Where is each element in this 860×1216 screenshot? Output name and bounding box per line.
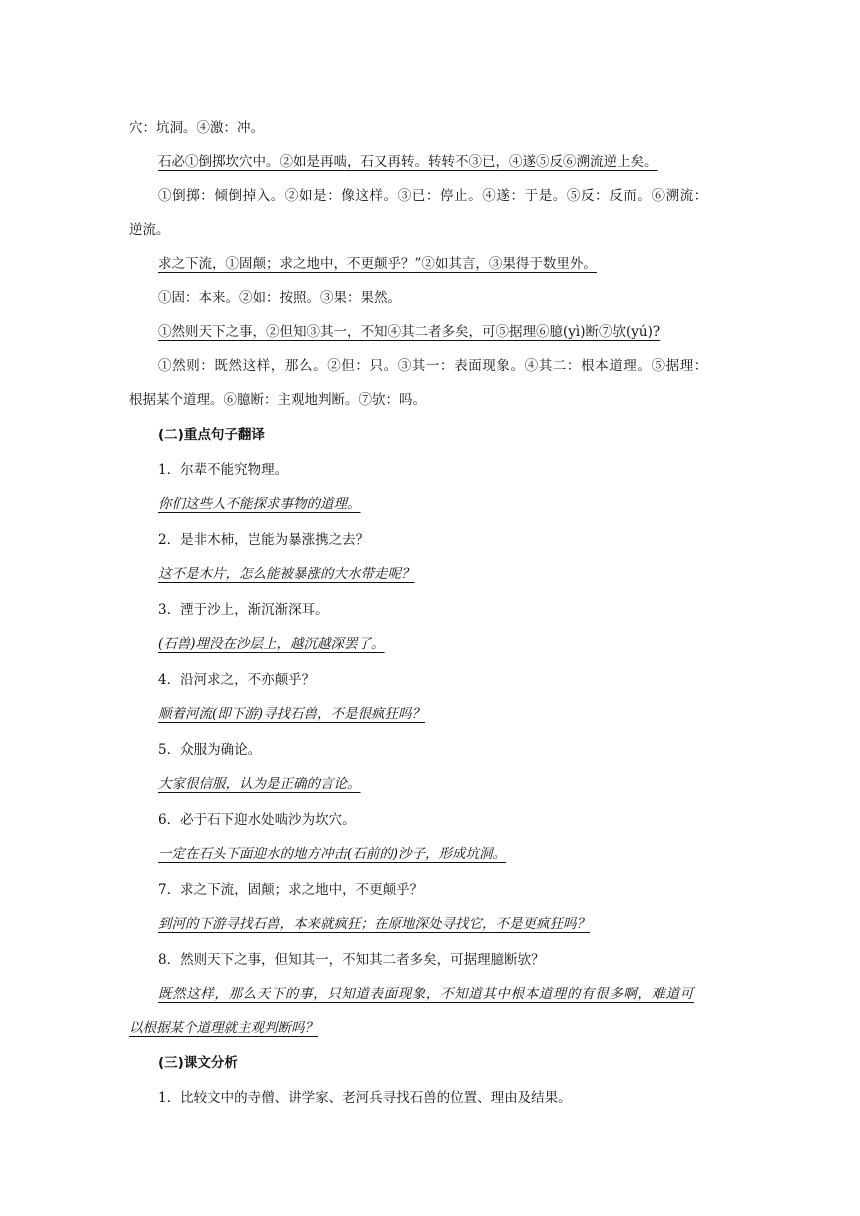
sentence-translation: 顺着河流(即下游)寻找石兽，不是很疯狂吗？ [158,706,426,722]
sentence-translation: 大家很信服，认为是正确的言论。 [158,776,361,792]
source-text-line: 石必①倒掷坎穴中。②如是再啮，石又再转。转转不③已，④遂⑤反⑥溯流逆上矣。 [158,154,658,170]
note-line: 逆流。 [129,222,170,238]
sentence-question: 1．尔辈不能究物理。 [158,462,289,478]
sentence-translation: 这不是木片，怎么能被暴涨的大水带走呢？ [158,566,415,582]
sentence-translation: (石兽)埋没在沙层上，越沉越深罢了。 [158,636,385,652]
sentence-translation: 既然这样，那么天下的事，只知道表面现象，不知道其中根本道理的有很多啊，难道可 [158,986,694,1002]
note-line: ①倒掷：倾倒掉入。②如是：像这样。③已：停止。④遂：于是。⑤反：反而。⑥溯流： [158,188,708,204]
sentence-question: 5．众服为确论。 [158,742,262,758]
sentence-translation: 你们这些人不能探求事物的道理。 [158,496,361,512]
sentence-question: 2．是非木柿，岂能为暴涨携之去？ [158,532,370,548]
sentence-question: 3．湮于沙上，渐沉渐深耳。 [158,602,329,618]
sentence-question: 4．沿河求之，不亦颠乎？ [158,672,316,688]
note-line: 穴：坑洞。④激：冲。 [129,120,264,136]
analysis-question: 1．比较文中的寺僧、讲学家、老河兵寻找石兽的位置、理由及结果。 [158,1090,572,1106]
sentence-translation: 到河的下游寻找石兽，本来就疯狂；在原地深处寻找它，不是更疯狂吗？ [158,916,590,932]
sentence-translation: 以根据某个道理就主观判断吗？ [129,1020,318,1036]
note-line: ①然则：既然这样，那么。②但：只。③其一：表面现象。④其二：根本道理。⑤据理： [158,358,708,374]
sentence-question: 8．然则天下之事，但知其一，不知其二者多矣，可据理臆断欤？ [158,952,545,968]
source-text-line: ①然则天下之事，②但知③其一，不知④其二者多矣，可⑤据理⑥臆(yì)断⑦欤(yú)? [158,324,661,340]
section-heading: (三)课文分析 [158,1055,238,1071]
note-line: 根据某个道理。⑥臆断：主观地判断。⑦欤：吗。 [129,392,426,408]
sentence-translation: 一定在石头下面迎水的地方冲击(石前的)沙子，形成坑洞。 [158,846,507,862]
source-text-line: 求之下流，①固颠；求之地中，不更颠乎？”②如其言，③果得于数里外。 [158,256,597,272]
sentence-question: 6．必于石下迎水处啮沙为坎穴。 [158,812,356,828]
sentence-question: 7．求之下流，固颠；求之地中，不更颠乎？ [158,882,424,898]
note-line: ①固：本来。②如：按照。③果：果然。 [158,290,401,306]
section-heading: (二)重点句子翻译 [158,427,265,443]
